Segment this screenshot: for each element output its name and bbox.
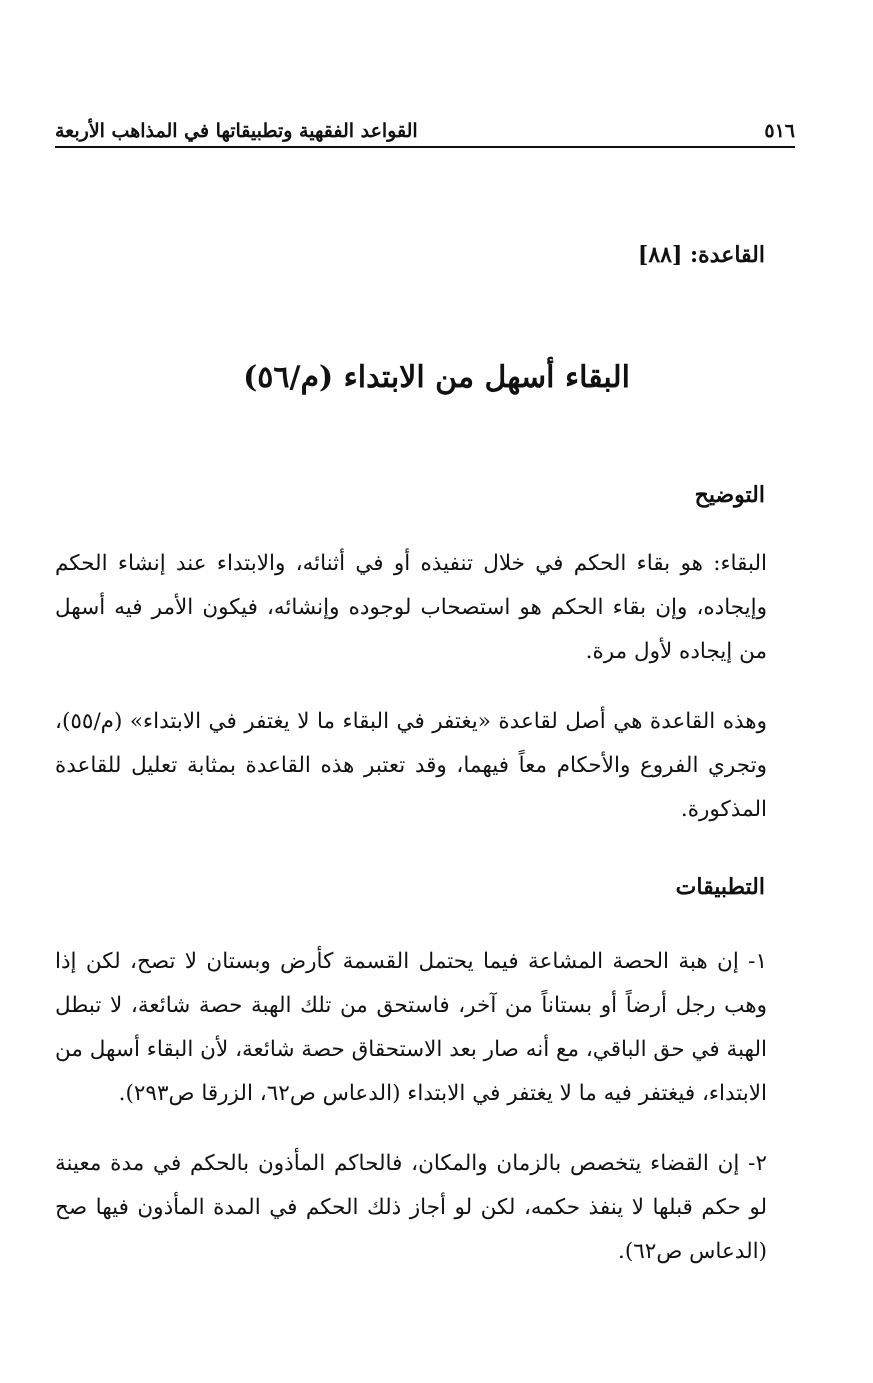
application-item-2: ٢- إن القضاء يتخصص بالزمان والمكان، فالحاكم المأذون بالحكم في مدة معينة لو حكم قبلها لا ينفذ حكمه، لكن لو أجاز ذلك الحكم في المدة المأذون فيها صح (الدعاس ص٦٢).: [55, 1151, 767, 1264]
book-title: القواعد الفقهية وتطبيقاتها في المذاهب الأربعة: [55, 120, 418, 142]
rule-title: البقاء أسهل من الابتداء (م/٥٦): [243, 360, 630, 395]
rule-number-label: القاعدة: [٨٨]: [637, 242, 765, 268]
explanation-heading: التوضيح: [694, 482, 765, 508]
applications-heading: التطبيقات: [675, 874, 765, 900]
explanation-paragraph-2: وهذه القاعدة هي أصل لقاعدة «يغتفر في البقاء ما لا يغتفر في الابتداء» (م/٥٥)، وتجري الفروع والأحكام معاً فيهما، وقد تعتبر هذه القاعدة بمثابة تعليل للقاعدة المذكورة.: [55, 709, 767, 822]
explanation-paragraph-1: البقاء: هو بقاء الحكم في خلال تنفيذه أو في أثنائه، والابتداء عند إنشاء الحكم وإيجاده، وإن بقاء الحكم هو استصحاب لوجوده وإنشائه، فيكون الأمر فيه أسهل من إيجاده لأول مرة.: [55, 551, 767, 664]
page-number: ٥١٦: [764, 120, 795, 142]
header-divider: [55, 146, 795, 148]
running-header: [55, 112, 795, 142]
application-item-1: ١- إن هبة الحصة المشاعة فيما يحتمل القسمة كأرض وبستان لا تصح، لكن إذا وهب رجل أرضاً أو بستاناً من آخر، فاستحق من تلك الهبة حصة شائعة، لا تبطل الهبة في حق الباقي، مع أنه صار بعد الاستحقاق حصة شائعة، لأن البقاء أسهل من الابتداء، فيغتفر فيه ما لا يغتفر في الابتداء (الدعاس ص٦٢، الزرقا ص٢٩٣).: [55, 949, 767, 1106]
